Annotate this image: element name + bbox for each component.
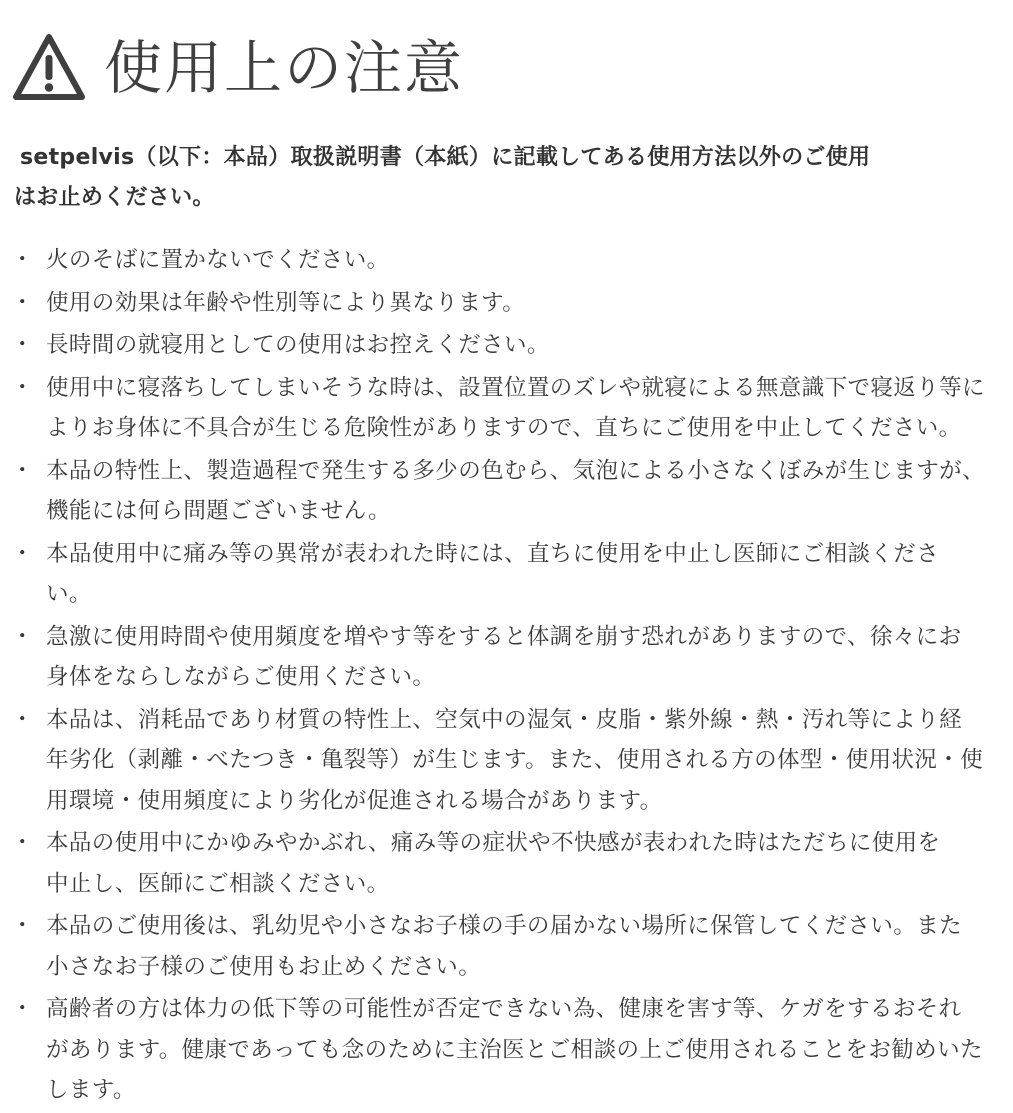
caution-item-line: 本品のご使用後は、乳幼児や小さなお子様の手の届かない場所に保管してください。また xyxy=(46,913,963,939)
caution-item-line: 小さなお子様のご使用もお止めください。 xyxy=(46,953,482,980)
bullet-icon: ・ xyxy=(11,247,34,273)
bullet-icon: ・ xyxy=(11,289,34,316)
caution-item-line: 用環境・使用頻度により劣化が促進される場合があります。 xyxy=(46,787,663,814)
caution-item xyxy=(0,534,1013,615)
lead-line: setpelvis（以下：本品）取扱説明書（本紙）に記載してある使用方法以外のご使用 xyxy=(20,145,871,170)
caution-item-line: 機能には何ら問題ございません。 xyxy=(46,498,391,524)
caution-item-line: します。 xyxy=(46,1077,136,1103)
lead-text xyxy=(14,138,999,218)
caution-item xyxy=(0,368,1013,449)
caution-item-line: 使用の効果は年齢や性別等により異なります。 xyxy=(46,289,526,316)
bullet-icon: ・ xyxy=(11,332,34,358)
caution-item xyxy=(0,906,1013,987)
caution-item-line: 中止し、医師にご相談ください。 xyxy=(46,870,390,897)
caution-item xyxy=(0,989,1013,1111)
bullet-icon: ・ xyxy=(11,374,34,401)
caution-item xyxy=(0,617,1013,698)
caution-item-line: 火のそばに置かないでください。 xyxy=(46,247,390,273)
caution-item-line: 使用中に寝落ちしてしまいそうな時は、設置位置のズレや就寝による無意識下で寝返り等に xyxy=(46,374,985,401)
caution-item xyxy=(0,325,1013,366)
caution-item xyxy=(0,240,1013,281)
page-title: 使用上の注意 xyxy=(104,34,465,102)
caution-item-line: 高齢者の方は体力の低下等の可能性が否定できない為、健康を害す等、ケガをするおそれ xyxy=(46,996,962,1022)
caution-item-line: 本品の特性上、製造過程で発生する多少の色むら、気泡による小さなくぼみが生じますが、 xyxy=(46,457,985,484)
caution-item-line: よりお身体に不具合が生じる危険性がありますので、直ちにご使用を中止してください。 xyxy=(46,415,962,441)
caution-item-line: があります。健康であっても念のために主治医とご相談の上ご使用されることをお勧めいた xyxy=(46,1036,983,1063)
bullet-icon: ・ xyxy=(11,996,34,1022)
caution-item-line: 本品は、消耗品であり材質の特性上、空気中の湿気・皮脂・紫外線・熱・汚れ等により経 xyxy=(46,706,963,733)
bullet-icon: ・ xyxy=(11,830,34,856)
caution-item-line: い。 xyxy=(46,581,92,607)
caution-item-line: 急激に使用時間や使用頻度を増やす等をすると体調を崩す恐れがありますので、徐々にお xyxy=(46,623,962,650)
caution-item-line: 本品の使用中にかゆみやかぶれ、痛み等の症状や不快感が表われた時はただちに使用を xyxy=(46,830,941,856)
caution-item-line: 本品使用中に痛み等の異常が表われた時には、直ちに使用を中止し医師にご相談くださ xyxy=(46,540,940,567)
caution-item-line: 身体をならしながらご使用ください。 xyxy=(46,664,436,690)
caution-item xyxy=(0,451,1013,532)
bullet-icon: ・ xyxy=(11,540,34,567)
caution-item xyxy=(0,700,1013,822)
caution-item xyxy=(0,823,1013,904)
caution-item-line: 年劣化（剥離・べたつき・亀裂等）が生じます。また、使用される方の体型・使用状況・使 xyxy=(46,747,984,773)
bullet-icon: ・ xyxy=(11,457,34,484)
bullet-icon: ・ xyxy=(11,913,34,939)
lead-line: はお止めください。 xyxy=(14,185,215,210)
caution-item-line: 長時間の就寝用としての使用はお控えください。 xyxy=(46,332,550,358)
caution-item xyxy=(0,283,1013,324)
bullet-icon: ・ xyxy=(11,706,34,733)
caution-list xyxy=(0,240,1013,1113)
warning-triangle-icon xyxy=(12,33,86,103)
bullet-icon: ・ xyxy=(11,623,34,650)
header xyxy=(12,30,464,106)
